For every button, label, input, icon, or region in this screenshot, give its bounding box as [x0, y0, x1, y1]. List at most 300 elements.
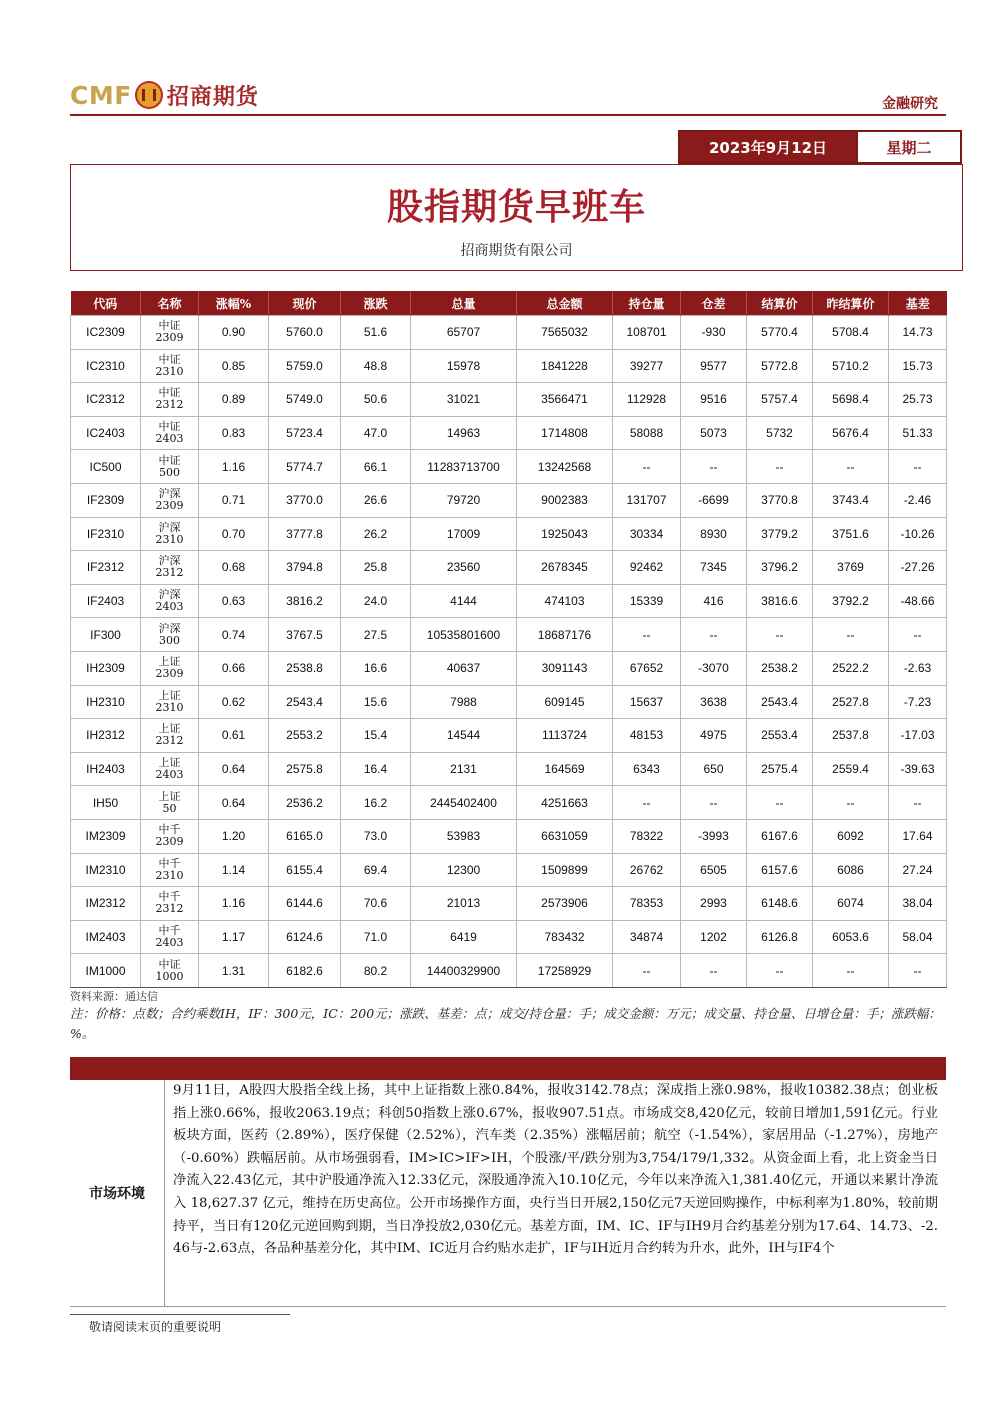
report-title: 股指期货早班车	[386, 186, 646, 228]
table-cell: 1509899	[517, 853, 613, 887]
table-cell: 23560	[411, 551, 517, 585]
table-cell: 474103	[517, 584, 613, 618]
table-cell: -48.66	[889, 584, 947, 618]
table-cell: 3777.8	[269, 517, 341, 551]
contract-code: IH2309	[71, 651, 141, 685]
table-cell: 2559.4	[813, 752, 889, 786]
table-cell: --	[747, 954, 813, 988]
table-cell: 30334	[613, 517, 681, 551]
table-cell: 71.0	[341, 920, 411, 954]
column-header: 总量	[411, 291, 517, 316]
table-cell: --	[813, 954, 889, 988]
table-cell: 48153	[613, 719, 681, 753]
contract-name	[141, 819, 199, 853]
table-cell: --	[747, 450, 813, 484]
table-cell: 3770.8	[747, 483, 813, 517]
table-cell: 13242568	[517, 450, 613, 484]
table-cell: 416	[681, 584, 747, 618]
table-cell: 70.6	[341, 887, 411, 921]
table-cell: 40637	[411, 651, 517, 685]
table-cell: 12300	[411, 853, 517, 887]
table-cell: --	[613, 618, 681, 652]
table-cell: 5073	[681, 416, 747, 450]
table-cell: 2553.2	[269, 719, 341, 753]
table-cell: -6699	[681, 483, 747, 517]
contract-code: IM2310	[71, 853, 141, 887]
table-cell: 15.4	[341, 719, 411, 753]
table-cell: 1841228	[517, 349, 613, 383]
table-cell: 5760.0	[269, 316, 341, 350]
contract-name	[141, 584, 199, 618]
column-header: 现价	[269, 291, 341, 316]
table-cell: 25.73	[889, 383, 947, 417]
table-cell: -10.26	[889, 517, 947, 551]
column-header: 结算价	[747, 291, 813, 316]
table-cell: 0.83	[199, 416, 269, 450]
table-cell: --	[747, 618, 813, 652]
table-cell: --	[681, 450, 747, 484]
table-cell: 5723.4	[269, 416, 341, 450]
table-cell: 6126.8	[747, 920, 813, 954]
table-cell: --	[889, 954, 947, 988]
contract-code: IF2312	[71, 551, 141, 585]
data-source-note: 资料来源：通达信	[70, 990, 158, 1003]
table-cell: 783432	[517, 920, 613, 954]
table-cell: 650	[681, 752, 747, 786]
table-cell: 8930	[681, 517, 747, 551]
contract-code: IF300	[71, 618, 141, 652]
table-cell: 78322	[613, 819, 681, 853]
contract-name	[141, 483, 199, 517]
table-cell: 2522.2	[813, 651, 889, 685]
contract-code: IH50	[71, 786, 141, 820]
table-row	[71, 316, 947, 350]
table-row	[71, 719, 947, 753]
contract-name	[141, 316, 199, 350]
table-cell: 6092	[813, 819, 889, 853]
table-cell: 5749.0	[269, 383, 341, 417]
header-rule	[70, 114, 946, 116]
table-cell: 73.0	[341, 819, 411, 853]
contract-name-index: 沪深	[158, 554, 181, 568]
column-header: 仓差	[681, 291, 747, 316]
table-cell: 4144	[411, 584, 517, 618]
contract-name-index: 上证	[158, 722, 181, 736]
table-cell: 5698.4	[813, 383, 889, 417]
table-cell: 51.33	[889, 416, 947, 450]
table-cell: 609145	[517, 685, 613, 719]
table-cell: 0.90	[199, 316, 269, 350]
table-row	[71, 450, 947, 484]
contract-code: IF2309	[71, 483, 141, 517]
table-cell: 14400329900	[411, 954, 517, 988]
table-cell: -2.46	[889, 483, 947, 517]
contract-name-index: 上证	[158, 655, 181, 669]
table-cell: 0.89	[199, 383, 269, 417]
table-cell: 3751.6	[813, 517, 889, 551]
contract-name-index: 中千	[158, 856, 181, 870]
title-box	[70, 164, 963, 271]
contract-code: IF2310	[71, 517, 141, 551]
footer-disclaimer: 敬请阅读末页的重要说明	[89, 1320, 222, 1334]
market-section-label: 市场环境	[70, 1080, 165, 1306]
table-cell: 6182.6	[269, 954, 341, 988]
contract-code: IC2312	[71, 383, 141, 417]
table-cell: 0.85	[199, 349, 269, 383]
table-cell: 15339	[613, 584, 681, 618]
contract-name-index: 中千	[158, 923, 181, 937]
table-row	[71, 383, 947, 417]
table-cell: 4975	[681, 719, 747, 753]
table-cell: 0.62	[199, 685, 269, 719]
futures-quote-table	[70, 291, 947, 988]
table-cell: 78353	[613, 887, 681, 921]
logo-emblem-icon	[135, 81, 163, 109]
contract-name	[141, 349, 199, 383]
contract-name-month: 2309	[155, 499, 184, 513]
table-cell: 0.64	[199, 786, 269, 820]
table-cell: 2131	[411, 752, 517, 786]
contract-code: IM1000	[71, 954, 141, 988]
table-cell: 15.6	[341, 685, 411, 719]
table-cell: 2575.4	[747, 752, 813, 786]
table-cell: 27.24	[889, 853, 947, 887]
table-cell: 31021	[411, 383, 517, 417]
company-name: 招商期货有限公司	[460, 243, 573, 259]
table-cell: 5710.2	[813, 349, 889, 383]
table-row	[71, 685, 947, 719]
table-cell: -7.23	[889, 685, 947, 719]
table-cell: 26762	[613, 853, 681, 887]
table-cell: 16.6	[341, 651, 411, 685]
contract-name-month: 50	[162, 801, 177, 815]
contract-name-month: 2309	[155, 667, 184, 681]
table-cell: 1.17	[199, 920, 269, 954]
table-cell: 3794.8	[269, 551, 341, 585]
table-cell: 164569	[517, 752, 613, 786]
table-cell: 2445402400	[411, 786, 517, 820]
table-cell: 3091143	[517, 651, 613, 685]
column-header: 名称	[141, 291, 199, 316]
table-cell: 0.70	[199, 517, 269, 551]
table-cell: 15978	[411, 349, 517, 383]
table-cell: 17009	[411, 517, 517, 551]
table-cell: 7565032	[517, 316, 613, 350]
table-row	[71, 752, 947, 786]
contract-name-index: 中千	[158, 823, 181, 837]
table-row	[71, 819, 947, 853]
table-cell: 2678345	[517, 551, 613, 585]
date-bar	[678, 130, 962, 164]
table-cell: 2537.8	[813, 719, 889, 753]
table-cell: 58088	[613, 416, 681, 450]
table-cell: 0.71	[199, 483, 269, 517]
table-cell: 1925043	[517, 517, 613, 551]
table-cell: 112928	[613, 383, 681, 417]
table-cell: --	[889, 450, 947, 484]
contract-name-month: 2403	[155, 432, 184, 446]
contract-name	[141, 450, 199, 484]
table-cell: 5732	[747, 416, 813, 450]
table-cell: 3792.2	[813, 584, 889, 618]
contract-code: IF2403	[71, 584, 141, 618]
contract-name-month: 2312	[155, 734, 184, 748]
table-cell: --	[813, 618, 889, 652]
table-cell: 50.6	[341, 383, 411, 417]
units-note: 注：价格：点数；合约乘数IH，IF：300元，IC：200元；涨跌、基差：点；成交/持仓量：手；成交金额：万元；成交量、持仓量、日增仓量：手；涨跌幅：%。	[70, 1006, 941, 1041]
table-cell: 25.8	[341, 551, 411, 585]
table-cell: -3070	[681, 651, 747, 685]
table-cell: -3993	[681, 819, 747, 853]
contract-code: IM2403	[71, 920, 141, 954]
table-cell: 16.2	[341, 786, 411, 820]
table-cell: 1.16	[199, 450, 269, 484]
table-cell: 2553.4	[747, 719, 813, 753]
table-cell: 5772.8	[747, 349, 813, 383]
contract-name-month: 2312	[155, 398, 184, 412]
table-cell: 16.4	[341, 752, 411, 786]
contract-name-index: 沪深	[158, 621, 181, 635]
table-row	[71, 349, 947, 383]
table-cell: 5770.4	[747, 316, 813, 350]
table-cell: -17.03	[889, 719, 947, 753]
table-cell: 6165.0	[269, 819, 341, 853]
table-cell: 6086	[813, 853, 889, 887]
contract-code: IM2309	[71, 819, 141, 853]
section-bottom-rule	[70, 1306, 946, 1307]
table-cell: 6155.4	[269, 853, 341, 887]
table-cell: 9002383	[517, 483, 613, 517]
column-header: 持仓量	[613, 291, 681, 316]
contract-code: IH2312	[71, 719, 141, 753]
table-cell: 6074	[813, 887, 889, 921]
table-row	[71, 416, 947, 450]
contract-name	[141, 651, 199, 685]
table-cell: 18687176	[517, 618, 613, 652]
table-cell: 48.8	[341, 349, 411, 383]
contract-name	[141, 954, 199, 988]
table-header-row	[71, 291, 947, 316]
table-cell: 6144.6	[269, 887, 341, 921]
table-cell: --	[889, 786, 947, 820]
table-cell: 1714808	[517, 416, 613, 450]
contract-name	[141, 719, 199, 753]
table-cell: --	[681, 618, 747, 652]
contract-code: IH2310	[71, 685, 141, 719]
table-cell: 0.68	[199, 551, 269, 585]
contract-name-index: 中证	[158, 957, 181, 971]
contract-name	[141, 517, 199, 551]
table-cell: -2.63	[889, 651, 947, 685]
table-cell: 51.6	[341, 316, 411, 350]
table-cell: --	[747, 786, 813, 820]
table-cell: 67652	[613, 651, 681, 685]
contract-name-index: 中证	[158, 420, 181, 434]
table-cell: 1.16	[199, 887, 269, 921]
table-cell: -27.26	[889, 551, 947, 585]
contract-name-month: 2403	[155, 600, 184, 614]
table-cell: 2573906	[517, 887, 613, 921]
table-cell: 26.6	[341, 483, 411, 517]
table-cell: 2575.8	[269, 752, 341, 786]
contract-name	[141, 685, 199, 719]
table-cell: 5757.4	[747, 383, 813, 417]
table-cell: 58.04	[889, 920, 947, 954]
report-date: 2023年9月12日	[680, 132, 856, 162]
contract-name-month: 2310	[155, 532, 184, 546]
table-cell: --	[681, 954, 747, 988]
table-cell: 3816.2	[269, 584, 341, 618]
contract-name-index: 中证	[158, 453, 181, 467]
table-cell: 2543.4	[269, 685, 341, 719]
table-cell: 10535801600	[411, 618, 517, 652]
table-cell: 0.61	[199, 719, 269, 753]
table-cell: --	[613, 954, 681, 988]
table-cell: 3779.2	[747, 517, 813, 551]
contract-name-month: 2403	[155, 935, 184, 949]
contract-name-index: 上证	[158, 756, 181, 770]
table-cell: 92462	[613, 551, 681, 585]
table-cell: 34874	[613, 920, 681, 954]
column-header: 代码	[71, 291, 141, 316]
table-row	[71, 954, 947, 988]
contract-code: IM2312	[71, 887, 141, 921]
table-row	[71, 887, 947, 921]
contract-name	[141, 920, 199, 954]
contract-name-month: 2310	[155, 868, 184, 882]
contract-name	[141, 551, 199, 585]
table-cell: --	[889, 618, 947, 652]
contract-name	[141, 786, 199, 820]
contract-name-month: 2309	[155, 835, 184, 849]
contract-name-month: 500	[159, 465, 180, 479]
table-row	[71, 618, 947, 652]
contract-name-index: 上证	[158, 688, 181, 702]
company-logo	[70, 78, 259, 112]
logo-text-cn: 招商期货	[166, 83, 259, 110]
contract-code: IC2309	[71, 316, 141, 350]
table-cell: 27.5	[341, 618, 411, 652]
table-cell: 3767.5	[269, 618, 341, 652]
table-cell: 5708.4	[813, 316, 889, 350]
table-cell: 7988	[411, 685, 517, 719]
table-cell: 14.73	[889, 316, 947, 350]
table-row	[71, 584, 947, 618]
table-cell: 2538.2	[747, 651, 813, 685]
table-cell: 2527.8	[813, 685, 889, 719]
table-cell: 79720	[411, 483, 517, 517]
column-header: 涨幅%	[199, 291, 269, 316]
contract-name	[141, 383, 199, 417]
table-cell: 14544	[411, 719, 517, 753]
table-cell: 11283713700	[411, 450, 517, 484]
table-cell: 2543.4	[747, 685, 813, 719]
table-cell: 5676.4	[813, 416, 889, 450]
contract-name-index: 中证	[158, 386, 181, 400]
department-label: 金融研究	[882, 96, 938, 112]
column-header: 基差	[889, 291, 947, 316]
contract-name-index: 沪深	[158, 520, 181, 534]
table-row	[71, 517, 947, 551]
report-weekday: 星期二	[856, 132, 960, 162]
table-cell: 15.73	[889, 349, 947, 383]
table-cell: 53983	[411, 819, 517, 853]
logo-text-en: CMF	[70, 80, 132, 110]
table-cell: 108701	[613, 316, 681, 350]
table-cell: 1.14	[199, 853, 269, 887]
table-cell: 6167.6	[747, 819, 813, 853]
table-cell: 14963	[411, 416, 517, 450]
contract-name-index: 中证	[158, 319, 181, 333]
contract-code: IC2403	[71, 416, 141, 450]
table-cell: 6419	[411, 920, 517, 954]
contract-name-month: 2312	[155, 566, 184, 580]
contract-name-month: 1000	[155, 969, 184, 983]
table-cell: 0.74	[199, 618, 269, 652]
contract-name	[141, 887, 199, 921]
table-row	[71, 651, 947, 685]
table-cell: 6157.6	[747, 853, 813, 887]
table-cell: --	[613, 786, 681, 820]
table-cell: 24.0	[341, 584, 411, 618]
contract-name-index: 中千	[158, 890, 181, 904]
table-cell: 9577	[681, 349, 747, 383]
table-cell: 6124.6	[269, 920, 341, 954]
table-cell: --	[613, 450, 681, 484]
contract-name-index: 沪深	[158, 487, 181, 501]
table-cell: 17.64	[889, 819, 947, 853]
contract-name	[141, 618, 199, 652]
contract-name	[141, 752, 199, 786]
footer-rule	[70, 1314, 290, 1315]
table-cell: 15637	[613, 685, 681, 719]
table-cell: 4251663	[517, 786, 613, 820]
column-header: 涨跌	[341, 291, 411, 316]
table-row	[71, 551, 947, 585]
table-cell: 1113724	[517, 719, 613, 753]
table-cell: 0.63	[199, 584, 269, 618]
table-cell: 66.1	[341, 450, 411, 484]
contract-name-month: 2310	[155, 364, 184, 378]
table-cell: 21013	[411, 887, 517, 921]
table-cell: 9516	[681, 383, 747, 417]
table-cell: 3566471	[517, 383, 613, 417]
contract-name-month: 300	[159, 633, 180, 647]
table-cell: 2538.8	[269, 651, 341, 685]
table-cell: 6631059	[517, 819, 613, 853]
contract-name-index: 上证	[158, 789, 181, 803]
table-cell: 3816.6	[747, 584, 813, 618]
table-cell: 3770.0	[269, 483, 341, 517]
table-cell: -930	[681, 316, 747, 350]
contract-name-index: 中证	[158, 352, 181, 366]
table-row	[71, 786, 947, 820]
contract-code: IC500	[71, 450, 141, 484]
table-cell: 65707	[411, 316, 517, 350]
table-cell: 80.2	[341, 954, 411, 988]
table-cell: 6148.6	[747, 887, 813, 921]
table-cell: --	[813, 786, 889, 820]
table-cell: 39277	[613, 349, 681, 383]
contract-name-month: 2310	[155, 700, 184, 714]
table-row	[71, 853, 947, 887]
table-cell: 47.0	[341, 416, 411, 450]
table-cell: 3743.4	[813, 483, 889, 517]
table-cell: 5759.0	[269, 349, 341, 383]
table-row	[71, 920, 947, 954]
table-cell: 1.20	[199, 819, 269, 853]
table-cell: 5774.7	[269, 450, 341, 484]
